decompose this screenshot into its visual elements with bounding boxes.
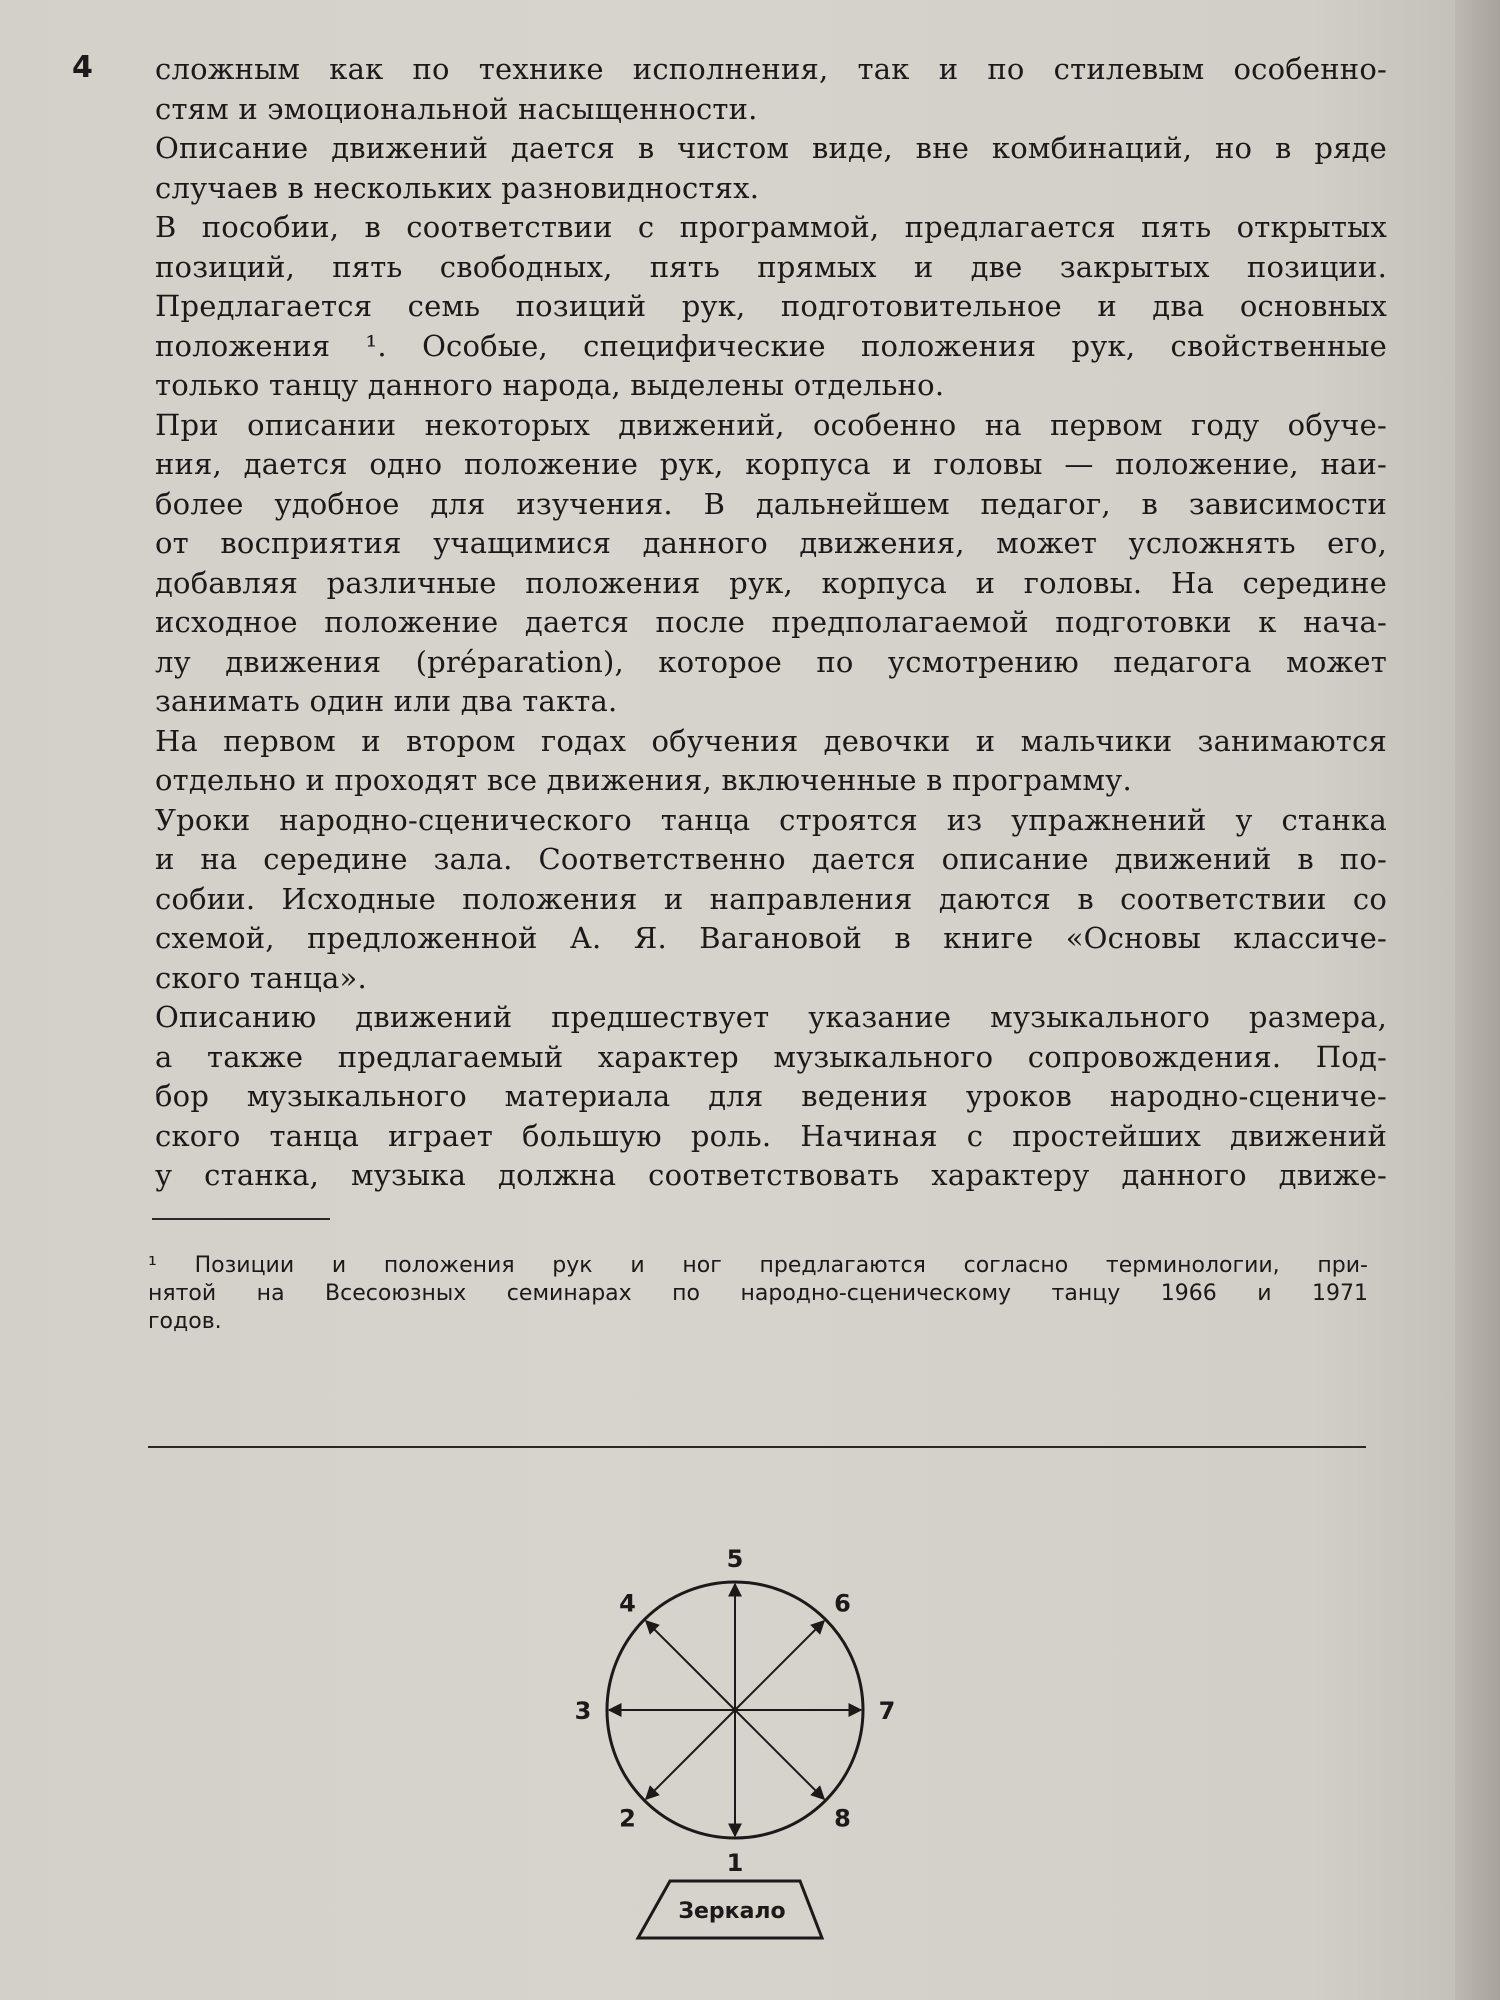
text-line: Описание движений дается в чистом виде, вне комбинаций, но в ряде <box>155 131 1387 165</box>
text-line: Уроки народно-сценического танца строятся из упражнений у станка <box>155 802 1387 837</box>
direction-label-6: 6 <box>834 1589 851 1618</box>
direction-label-4: 4 <box>619 1589 636 1618</box>
direction-arrow-4 <box>646 1621 735 1710</box>
page-number: 4 <box>72 50 93 85</box>
direction-label-2: 2 <box>619 1804 636 1833</box>
text-line: и на середине зала. Соответственно дается описание движений в по- <box>155 842 1387 876</box>
direction-arrows <box>609 1584 861 1836</box>
text-line: более удобное для изучения. В дальнейшем педагог, в зависимости <box>155 486 1387 521</box>
text-line: ния, дается одно положение рук, корпуса и головы — положение, наи- <box>155 447 1387 481</box>
text-line: ского танца играет большую роль. Начиная с простейших движений <box>155 1118 1387 1153</box>
direction-label-5: 5 <box>726 1545 744 1573</box>
mirror-label: Зеркало <box>678 1899 786 1924</box>
direction-label-8: 8 <box>834 1804 851 1833</box>
direction-arrow-8 <box>735 1710 824 1799</box>
text-line: схемой, предложенной А. Я. Вагановой в книге «Основы классиче- <box>155 921 1387 955</box>
footnote <box>148 1252 1368 1336</box>
direction-arrow-2 <box>646 1710 735 1799</box>
text-line: лу движения (préparation), которое по усмотрению педагога может <box>155 644 1387 679</box>
text-line: у станка, музыка должна соответствовать характеру данного движе- <box>155 1158 1387 1192</box>
text-line: При описании некоторых движений, особенно на первом году обуче- <box>155 407 1387 442</box>
text-line: стям и эмоциональной насыщенности. <box>155 91 758 126</box>
text-line: а также предлагаемый характер музыкального сопровождения. Под- <box>155 1039 1387 1074</box>
book-spine-edge <box>1455 0 1500 2000</box>
text-line: случаев в нескольких разновидностях. <box>155 170 760 205</box>
footnote-separator <box>152 1218 330 1220</box>
text-line: положения ¹. Особые, специфические положения рук, свойственные <box>155 328 1387 363</box>
section-divider <box>148 1446 1366 1448</box>
direction-label-1: 1 <box>726 1849 744 1877</box>
main-text <box>155 50 1387 1196</box>
text-line: позиций, пять свободных, пять прямых и две закрытых позиции. <box>155 249 1387 284</box>
text-line: сложным как по технике исполнения, так и по стилевым особенно- <box>155 52 1387 86</box>
text-line: На первом и втором годах обучения девочки и мальчики занимаются <box>155 723 1387 758</box>
stage-directions-diagram <box>560 1535 920 1955</box>
text-line: Описанию движений предшествует указание музыкального размера, <box>155 1000 1387 1034</box>
direction-label-7: 7 <box>878 1697 896 1725</box>
text-line: отдельно и проходят все движения, включенные в программу. <box>155 763 1132 797</box>
footnote-line: нятой на Всесоюзных семинарах по народно-сценическому танцу 1966 и 1971 <box>148 1281 1368 1306</box>
text-line: от восприятия учащимися данного движения, может усложнять его, <box>155 526 1387 560</box>
text-line: собии. Исходные положения и направления даются в соответствии со <box>155 881 1387 916</box>
direction-label-3: 3 <box>574 1697 592 1725</box>
text-line: В пособии, в соответствии с программой, предлагается пять открытых <box>155 210 1387 244</box>
text-line: занимать один или два такта. <box>155 684 618 718</box>
footnote-line: ¹ Позиции и положения рук и ног предлагаются согласно терминологии, при- <box>148 1253 1368 1278</box>
text-line: ского танца». <box>155 960 367 995</box>
text-line: бор музыкального материала для ведения уроков народно-сцениче- <box>155 1079 1387 1113</box>
text-line: Предлагается семь позиций рук, подготовительное и два основных <box>155 289 1387 323</box>
direction-arrow-6 <box>735 1621 824 1710</box>
text-line: исходное положение дается после предполагаемой подготовки к нача- <box>155 605 1387 639</box>
text-line: добавляя различные положения рук, корпуса и головы. На середине <box>155 565 1387 600</box>
text-line: только танцу данного народа, выделены отдельно. <box>155 368 945 402</box>
footnote-line: годов. <box>148 1309 222 1334</box>
